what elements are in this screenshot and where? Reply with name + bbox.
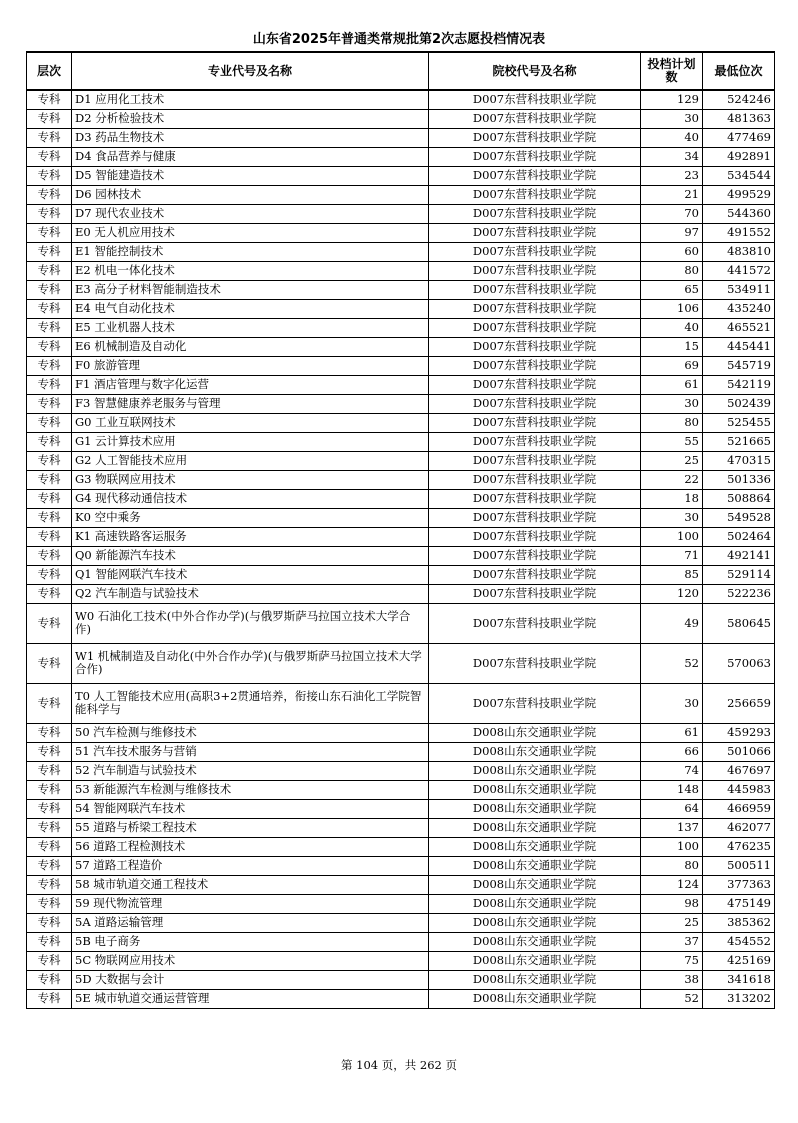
header-school: 院校代号及名称 <box>429 52 641 90</box>
table-row <box>27 280 775 299</box>
cell-school: D008山东交通职业学院 <box>429 761 641 780</box>
cell-rank: 542119 <box>703 375 775 394</box>
cell-school: D007东营科技职业学院 <box>429 299 641 318</box>
cell-plan: 30 <box>641 109 703 128</box>
cell-school: D007东营科技职业学院 <box>429 109 641 128</box>
cell-rank: 459293 <box>703 723 775 742</box>
cell-major: E1 智能控制技术 <box>72 242 429 261</box>
cell-school: D007东营科技职业学院 <box>429 508 641 527</box>
cell-rank: 481363 <box>703 109 775 128</box>
cell-school: D007东营科技职业学院 <box>429 147 641 166</box>
cell-rank: 502464 <box>703 527 775 546</box>
table-row <box>27 470 775 489</box>
table-row <box>27 185 775 204</box>
cell-level: 专科 <box>27 643 72 683</box>
cell-plan: 18 <box>641 489 703 508</box>
cell-plan: 148 <box>641 780 703 799</box>
cell-school: D007东营科技职业学院 <box>429 394 641 413</box>
table-row <box>27 856 775 875</box>
header-rank: 最低位次 <box>703 52 775 90</box>
cell-school: D007东营科技职业学院 <box>429 413 641 432</box>
cell-rank: 545719 <box>703 356 775 375</box>
cell-plan: 22 <box>641 470 703 489</box>
cell-school: D008山东交通职业学院 <box>429 837 641 856</box>
cell-major: W0 石油化工技术(中外合作办学)(与俄罗斯萨马拉国立技术大学合作) <box>72 603 429 643</box>
cell-plan: 61 <box>641 723 703 742</box>
table-row <box>27 683 775 723</box>
cell-rank: 499529 <box>703 185 775 204</box>
table-row <box>27 204 775 223</box>
cell-plan: 60 <box>641 242 703 261</box>
cell-rank: 502439 <box>703 394 775 413</box>
cell-rank: 483810 <box>703 242 775 261</box>
cell-plan: 34 <box>641 147 703 166</box>
cell-major: K1 高速铁路客运服务 <box>72 527 429 546</box>
cell-school: D007东营科技职业学院 <box>429 90 641 109</box>
cell-major: G4 现代移动通信技术 <box>72 489 429 508</box>
table-row <box>27 643 775 683</box>
cell-school: D007东营科技职业学院 <box>429 185 641 204</box>
cell-level: 专科 <box>27 856 72 875</box>
cell-level: 专科 <box>27 318 72 337</box>
cell-major: F0 旅游管理 <box>72 356 429 375</box>
cell-major: 5B 电子商务 <box>72 932 429 951</box>
cell-rank: 525455 <box>703 413 775 432</box>
table-row <box>27 489 775 508</box>
cell-school: D008山东交通职业学院 <box>429 742 641 761</box>
header-major: 专业代号及名称 <box>72 52 429 90</box>
cell-school: D007东营科技职业学院 <box>429 356 641 375</box>
table-row <box>27 299 775 318</box>
page-footer: 第 104 页，共 262 页 <box>340 1058 458 1072</box>
cell-plan: 30 <box>641 394 703 413</box>
cell-rank: 445983 <box>703 780 775 799</box>
cell-level: 专科 <box>27 799 72 818</box>
cell-rank: 492141 <box>703 546 775 565</box>
cell-school: D008山东交通职业学院 <box>429 875 641 894</box>
cell-level: 专科 <box>27 470 72 489</box>
cell-rank: 492891 <box>703 147 775 166</box>
cell-rank: 475149 <box>703 894 775 913</box>
cell-level: 专科 <box>27 508 72 527</box>
cell-major: F3 智慧健康养老服务与管理 <box>72 394 429 413</box>
cell-rank: 435240 <box>703 299 775 318</box>
cell-major: E4 电气自动化技术 <box>72 299 429 318</box>
table-row <box>27 147 775 166</box>
cell-plan: 25 <box>641 913 703 932</box>
cell-plan: 38 <box>641 970 703 989</box>
cell-level: 专科 <box>27 204 72 223</box>
cell-rank: 466959 <box>703 799 775 818</box>
cell-major: 55 道路与桥梁工程技术 <box>72 818 429 837</box>
cell-major: 59 现代物流管理 <box>72 894 429 913</box>
cell-school: D007东营科技职业学院 <box>429 527 641 546</box>
cell-plan: 61 <box>641 375 703 394</box>
table-row <box>27 318 775 337</box>
cell-major: 50 汽车检测与维修技术 <box>72 723 429 742</box>
cell-rank: 476235 <box>703 837 775 856</box>
cell-school: D008山东交通职业学院 <box>429 799 641 818</box>
cell-major: E3 高分子材料智能制造技术 <box>72 280 429 299</box>
cell-level: 专科 <box>27 584 72 603</box>
cell-level: 专科 <box>27 242 72 261</box>
cell-major: F1 酒店管理与数字化运营 <box>72 375 429 394</box>
cell-rank: 467697 <box>703 761 775 780</box>
cell-major: D6 园林技术 <box>72 185 429 204</box>
cell-plan: 80 <box>641 413 703 432</box>
cell-rank: 508864 <box>703 489 775 508</box>
cell-level: 专科 <box>27 742 72 761</box>
cell-level: 专科 <box>27 261 72 280</box>
cell-school: D007东营科技职业学院 <box>429 261 641 280</box>
cell-rank: 470315 <box>703 451 775 470</box>
cell-major: Q0 新能源汽车技术 <box>72 546 429 565</box>
cell-school: D007东营科技职业学院 <box>429 489 641 508</box>
cell-plan: 100 <box>641 837 703 856</box>
cell-school: D007东营科技职业学院 <box>429 603 641 643</box>
cell-major: D4 食品营养与健康 <box>72 147 429 166</box>
cell-major: 5D 大数据与会计 <box>72 970 429 989</box>
table-row <box>27 451 775 470</box>
cell-level: 专科 <box>27 280 72 299</box>
cell-plan: 23 <box>641 166 703 185</box>
cell-plan: 75 <box>641 951 703 970</box>
cell-major: E0 无人机应用技术 <box>72 223 429 242</box>
cell-level: 专科 <box>27 166 72 185</box>
table-row <box>27 989 775 1008</box>
cell-rank: 522236 <box>703 584 775 603</box>
table-row <box>27 375 775 394</box>
cell-level: 专科 <box>27 723 72 742</box>
cell-level: 专科 <box>27 837 72 856</box>
cell-level: 专科 <box>27 932 72 951</box>
cell-rank: 454552 <box>703 932 775 951</box>
cell-major: Q2 汽车制造与试验技术 <box>72 584 429 603</box>
cell-major: 57 道路工程造价 <box>72 856 429 875</box>
cell-school: D008山东交通职业学院 <box>429 970 641 989</box>
cell-major: 5A 道路运输管理 <box>72 913 429 932</box>
cell-plan: 98 <box>641 894 703 913</box>
table-row <box>27 109 775 128</box>
table-row <box>27 932 775 951</box>
page-title: 山东省2025年普通类常规批第2次志愿投档情况表 <box>252 32 546 47</box>
cell-rank: 491552 <box>703 223 775 242</box>
cell-school: D007东营科技职业学院 <box>429 451 641 470</box>
cell-major: W1 机械制造及自动化(中外合作办学)(与俄罗斯萨马拉国立技术大学合作) <box>72 643 429 683</box>
cell-level: 专科 <box>27 432 72 451</box>
cell-school: D007东营科技职业学院 <box>429 470 641 489</box>
cell-major: 58 城市轨道交通工程技术 <box>72 875 429 894</box>
cell-rank: 580645 <box>703 603 775 643</box>
cell-rank: 501066 <box>703 742 775 761</box>
cell-major: E2 机电一体化技术 <box>72 261 429 280</box>
cell-plan: 64 <box>641 799 703 818</box>
table-row <box>27 761 775 780</box>
cell-level: 专科 <box>27 527 72 546</box>
cell-major: 5C 物联网应用技术 <box>72 951 429 970</box>
cell-plan: 30 <box>641 683 703 723</box>
cell-level: 专科 <box>27 989 72 1008</box>
cell-level: 专科 <box>27 603 72 643</box>
cell-rank: 521665 <box>703 432 775 451</box>
cell-school: D007东营科技职业学院 <box>429 242 641 261</box>
cell-plan: 137 <box>641 818 703 837</box>
cell-level: 专科 <box>27 970 72 989</box>
cell-major: D2 分析检验技术 <box>72 109 429 128</box>
cell-rank: 529114 <box>703 565 775 584</box>
cell-plan: 66 <box>641 742 703 761</box>
cell-level: 专科 <box>27 451 72 470</box>
table-row <box>27 603 775 643</box>
table-row <box>27 356 775 375</box>
cell-school: D008山东交通职业学院 <box>429 989 641 1008</box>
table-row <box>27 432 775 451</box>
table-row <box>27 875 775 894</box>
cell-rank: 462077 <box>703 818 775 837</box>
table-row <box>27 818 775 837</box>
cell-major: E5 工业机器人技术 <box>72 318 429 337</box>
cell-level: 专科 <box>27 546 72 565</box>
table-row <box>27 128 775 147</box>
cell-rank: 544360 <box>703 204 775 223</box>
cell-level: 专科 <box>27 894 72 913</box>
cell-rank: 501336 <box>703 470 775 489</box>
cell-level: 专科 <box>27 337 72 356</box>
table-row <box>27 394 775 413</box>
cell-plan: 30 <box>641 508 703 527</box>
cell-level: 专科 <box>27 223 72 242</box>
table-row <box>27 508 775 527</box>
cell-rank: 313202 <box>703 989 775 1008</box>
cell-plan: 25 <box>641 451 703 470</box>
cell-rank: 445441 <box>703 337 775 356</box>
admission-table <box>26 51 775 1009</box>
table-row <box>27 223 775 242</box>
table-header-row <box>27 52 775 90</box>
cell-school: D008山东交通职业学院 <box>429 913 641 932</box>
header-level: 层次 <box>27 52 72 90</box>
cell-plan: 21 <box>641 185 703 204</box>
cell-school: D007东营科技职业学院 <box>429 204 641 223</box>
cell-plan: 52 <box>641 989 703 1008</box>
cell-level: 专科 <box>27 683 72 723</box>
cell-major: K0 空中乘务 <box>72 508 429 527</box>
table-row <box>27 780 775 799</box>
cell-major: 52 汽车制造与试验技术 <box>72 761 429 780</box>
cell-plan: 74 <box>641 761 703 780</box>
cell-school: D008山东交通职业学院 <box>429 951 641 970</box>
cell-plan: 80 <box>641 261 703 280</box>
cell-plan: 65 <box>641 280 703 299</box>
cell-major: T0 人工智能技术应用(高职3+2贯通培养，衔接山东石油化工学院智能科学与 <box>72 683 429 723</box>
cell-plan: 97 <box>641 223 703 242</box>
cell-level: 专科 <box>27 875 72 894</box>
cell-rank: 425169 <box>703 951 775 970</box>
cell-major: D5 智能建造技术 <box>72 166 429 185</box>
table-row <box>27 90 775 109</box>
cell-level: 专科 <box>27 413 72 432</box>
cell-school: D007东营科技职业学院 <box>429 318 641 337</box>
cell-major: D1 应用化工技术 <box>72 90 429 109</box>
table-row <box>27 723 775 742</box>
cell-major: G2 人工智能技术应用 <box>72 451 429 470</box>
cell-level: 专科 <box>27 356 72 375</box>
cell-rank: 341618 <box>703 970 775 989</box>
cell-plan: 120 <box>641 584 703 603</box>
cell-school: D007东营科技职业学院 <box>429 166 641 185</box>
cell-rank: 385362 <box>703 913 775 932</box>
cell-major: G3 物联网应用技术 <box>72 470 429 489</box>
cell-level: 专科 <box>27 818 72 837</box>
cell-rank: 534911 <box>703 280 775 299</box>
cell-level: 专科 <box>27 951 72 970</box>
table-row <box>27 799 775 818</box>
cell-school: D007东营科技职业学院 <box>429 432 641 451</box>
table-row <box>27 951 775 970</box>
table-row <box>27 413 775 432</box>
cell-school: D007东营科技职业学院 <box>429 223 641 242</box>
cell-school: D008山东交通职业学院 <box>429 856 641 875</box>
cell-plan: 80 <box>641 856 703 875</box>
cell-major: E6 机械制造及自动化 <box>72 337 429 356</box>
cell-level: 专科 <box>27 185 72 204</box>
cell-plan: 52 <box>641 643 703 683</box>
cell-school: D007东营科技职业学院 <box>429 280 641 299</box>
cell-plan: 40 <box>641 318 703 337</box>
cell-plan: 71 <box>641 546 703 565</box>
cell-rank: 524246 <box>703 90 775 109</box>
cell-level: 专科 <box>27 761 72 780</box>
table-row <box>27 837 775 856</box>
cell-rank: 477469 <box>703 128 775 147</box>
cell-major: 56 道路工程检测技术 <box>72 837 429 856</box>
cell-level: 专科 <box>27 299 72 318</box>
cell-school: D007东营科技职业学院 <box>429 128 641 147</box>
cell-major: 54 智能网联汽车技术 <box>72 799 429 818</box>
cell-major: G1 云计算技术应用 <box>72 432 429 451</box>
cell-plan: 70 <box>641 204 703 223</box>
cell-rank: 256659 <box>703 683 775 723</box>
cell-school: D008山东交通职业学院 <box>429 780 641 799</box>
cell-level: 专科 <box>27 394 72 413</box>
cell-school: D008山东交通职业学院 <box>429 932 641 951</box>
table-row <box>27 584 775 603</box>
cell-major: D7 现代农业技术 <box>72 204 429 223</box>
cell-plan: 129 <box>641 90 703 109</box>
cell-plan: 40 <box>641 128 703 147</box>
cell-major: 53 新能源汽车检测与维修技术 <box>72 780 429 799</box>
cell-school: D008山东交通职业学院 <box>429 894 641 913</box>
table-row <box>27 242 775 261</box>
cell-plan: 49 <box>641 603 703 643</box>
cell-plan: 106 <box>641 299 703 318</box>
cell-rank: 534544 <box>703 166 775 185</box>
cell-major: D3 药品生物技术 <box>72 128 429 147</box>
cell-rank: 570063 <box>703 643 775 683</box>
cell-major: 5E 城市轨道交通运营管理 <box>72 989 429 1008</box>
cell-school: D007东营科技职业学院 <box>429 643 641 683</box>
cell-level: 专科 <box>27 128 72 147</box>
cell-plan: 100 <box>641 527 703 546</box>
cell-school: D007东营科技职业学院 <box>429 584 641 603</box>
cell-rank: 377363 <box>703 875 775 894</box>
cell-plan: 124 <box>641 875 703 894</box>
cell-rank: 500511 <box>703 856 775 875</box>
cell-major: 51 汽车技术服务与营销 <box>72 742 429 761</box>
cell-rank: 549528 <box>703 508 775 527</box>
cell-level: 专科 <box>27 565 72 584</box>
cell-level: 专科 <box>27 90 72 109</box>
table-row <box>27 742 775 761</box>
cell-school: D007东营科技职业学院 <box>429 683 641 723</box>
cell-school: D007东营科技职业学院 <box>429 565 641 584</box>
cell-plan: 55 <box>641 432 703 451</box>
cell-school: D008山东交通职业学院 <box>429 723 641 742</box>
cell-plan: 15 <box>641 337 703 356</box>
cell-rank: 441572 <box>703 261 775 280</box>
cell-level: 专科 <box>27 780 72 799</box>
table-row <box>27 546 775 565</box>
cell-rank: 465521 <box>703 318 775 337</box>
table-row <box>27 527 775 546</box>
cell-school: D007东营科技职业学院 <box>429 337 641 356</box>
cell-school: D007东营科技职业学院 <box>429 546 641 565</box>
cell-major: Q1 智能网联汽车技术 <box>72 565 429 584</box>
table-row <box>27 894 775 913</box>
cell-school: D007东营科技职业学院 <box>429 375 641 394</box>
table-row <box>27 261 775 280</box>
cell-major: G0 工业互联网技术 <box>72 413 429 432</box>
cell-level: 专科 <box>27 489 72 508</box>
table-row <box>27 913 775 932</box>
cell-plan: 69 <box>641 356 703 375</box>
cell-level: 专科 <box>27 375 72 394</box>
table-body <box>27 90 775 1008</box>
header-plan: 投档计划数 <box>641 52 703 90</box>
cell-level: 专科 <box>27 913 72 932</box>
cell-school: D008山东交通职业学院 <box>429 818 641 837</box>
table-row <box>27 970 775 989</box>
cell-level: 专科 <box>27 147 72 166</box>
table-row <box>27 337 775 356</box>
cell-plan: 37 <box>641 932 703 951</box>
table-row <box>27 565 775 584</box>
cell-level: 专科 <box>27 109 72 128</box>
cell-plan: 85 <box>641 565 703 584</box>
table-row <box>27 166 775 185</box>
